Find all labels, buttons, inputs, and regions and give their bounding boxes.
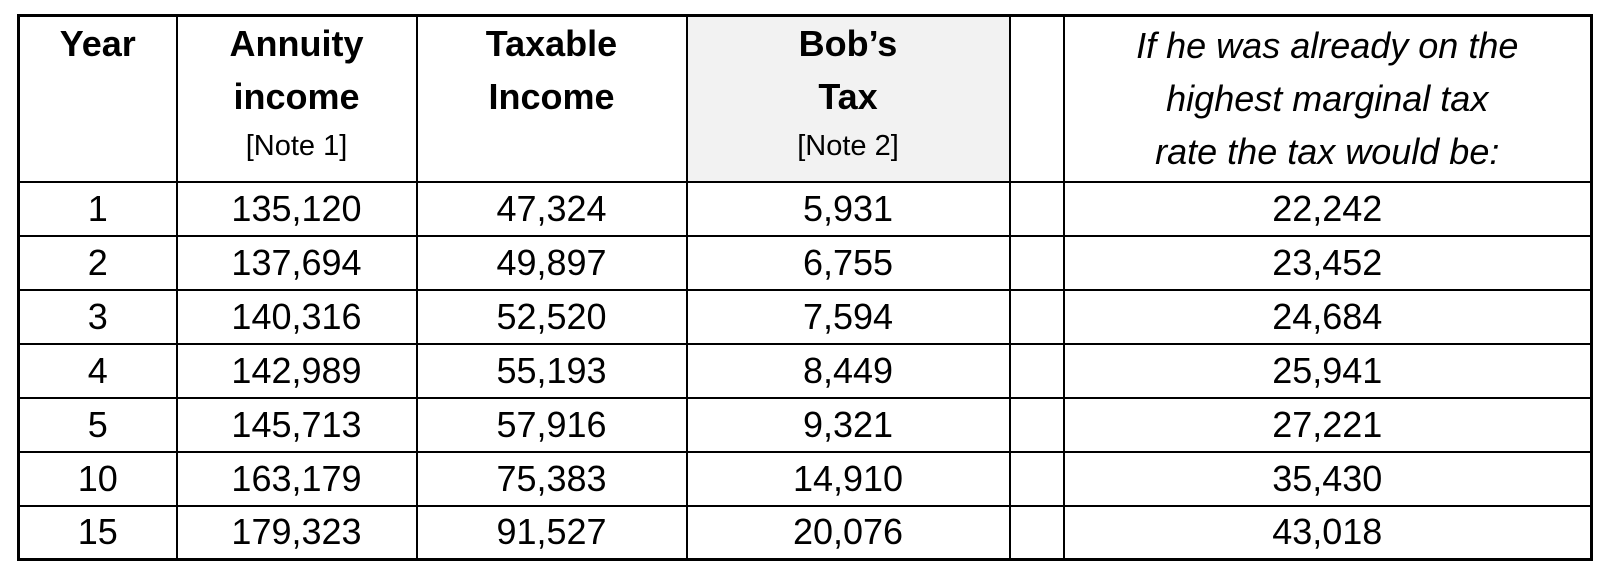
column-header-marginal-line3: rate the tax would be: (1155, 131, 1500, 173)
cell-annuity-income: 137,694 (177, 236, 417, 290)
column-header-year (19, 16, 177, 182)
column-header-annuity-income (177, 16, 417, 182)
cell-bobs-tax: 6,755 (687, 236, 1010, 290)
cell-year: 1 (19, 182, 177, 236)
cell-highest-marginal-tax: 35,430 (1064, 452, 1592, 506)
cell-year: 4 (19, 344, 177, 398)
cell-bobs-tax: 5,931 (687, 182, 1010, 236)
cell-annuity-income: 179,323 (177, 506, 417, 560)
table-row (19, 182, 1592, 236)
cell-year: 10 (19, 452, 177, 506)
column-header-annuity-label-line2: income (233, 76, 360, 117)
cell-highest-marginal-tax: 25,941 (1064, 344, 1592, 398)
cell-spacer (1010, 236, 1064, 290)
column-header-bobs-label-line2: Tax (818, 76, 878, 117)
cell-taxable-income: 52,520 (417, 290, 687, 344)
column-header-bobs-label-line1: Bob’s (798, 23, 898, 64)
cell-highest-marginal-tax: 22,242 (1064, 182, 1592, 236)
cell-bobs-tax: 7,594 (687, 290, 1010, 344)
column-header-annuity-label-line1: Annuity (229, 23, 364, 64)
table-row (19, 506, 1592, 560)
column-header-marginal-line2: highest marginal tax (1166, 78, 1489, 120)
table-row (19, 290, 1592, 344)
table-row (19, 236, 1592, 290)
tax-comparison-table (17, 14, 1593, 561)
cell-taxable-income: 49,897 (417, 236, 687, 290)
cell-spacer (1010, 344, 1064, 398)
cell-taxable-income: 75,383 (417, 452, 687, 506)
cell-taxable-income: 55,193 (417, 344, 687, 398)
column-header-annuity-note: [Note 1] (245, 130, 348, 162)
cell-spacer (1010, 506, 1064, 560)
table-row (19, 344, 1592, 398)
cell-spacer (1010, 182, 1064, 236)
cell-highest-marginal-tax: 27,221 (1064, 398, 1592, 452)
cell-taxable-income: 47,324 (417, 182, 687, 236)
column-header-taxable-income (417, 16, 687, 182)
cell-highest-marginal-tax: 43,018 (1064, 506, 1592, 560)
cell-year: 2 (19, 236, 177, 290)
cell-year: 15 (19, 506, 177, 560)
cell-highest-marginal-tax: 23,452 (1064, 236, 1592, 290)
cell-spacer (1010, 452, 1064, 506)
cell-highest-marginal-tax: 24,684 (1064, 290, 1592, 344)
cell-year: 5 (19, 398, 177, 452)
table-row (19, 452, 1592, 506)
column-header-spacer (1010, 16, 1064, 182)
column-header-taxable-label-line2: Income (488, 76, 615, 117)
column-header-taxable-label-line1: Taxable (485, 23, 618, 64)
table-row (19, 398, 1592, 452)
cell-bobs-tax: 9,321 (687, 398, 1010, 452)
cell-taxable-income: 91,527 (417, 506, 687, 560)
cell-spacer (1010, 398, 1064, 452)
cell-taxable-income: 57,916 (417, 398, 687, 452)
table-container (17, 14, 1593, 561)
column-header-marginal-line1: If he was already on the (1136, 25, 1519, 67)
cell-annuity-income: 163,179 (177, 452, 417, 506)
cell-bobs-tax: 14,910 (687, 452, 1010, 506)
column-header-bobs-tax (687, 16, 1010, 182)
cell-bobs-tax: 20,076 (687, 506, 1010, 560)
cell-annuity-income: 135,120 (177, 182, 417, 236)
column-header-bobs-note: [Note 2] (797, 130, 899, 162)
cell-annuity-income: 142,989 (177, 344, 417, 398)
column-header-highest-marginal-rate (1064, 16, 1592, 182)
column-header-year-label: Year (59, 23, 136, 64)
cell-spacer (1010, 290, 1064, 344)
table-header-row (19, 16, 1592, 182)
cell-annuity-income: 140,316 (177, 290, 417, 344)
cell-bobs-tax: 8,449 (687, 344, 1010, 398)
cell-annuity-income: 145,713 (177, 398, 417, 452)
cell-year: 3 (19, 290, 177, 344)
